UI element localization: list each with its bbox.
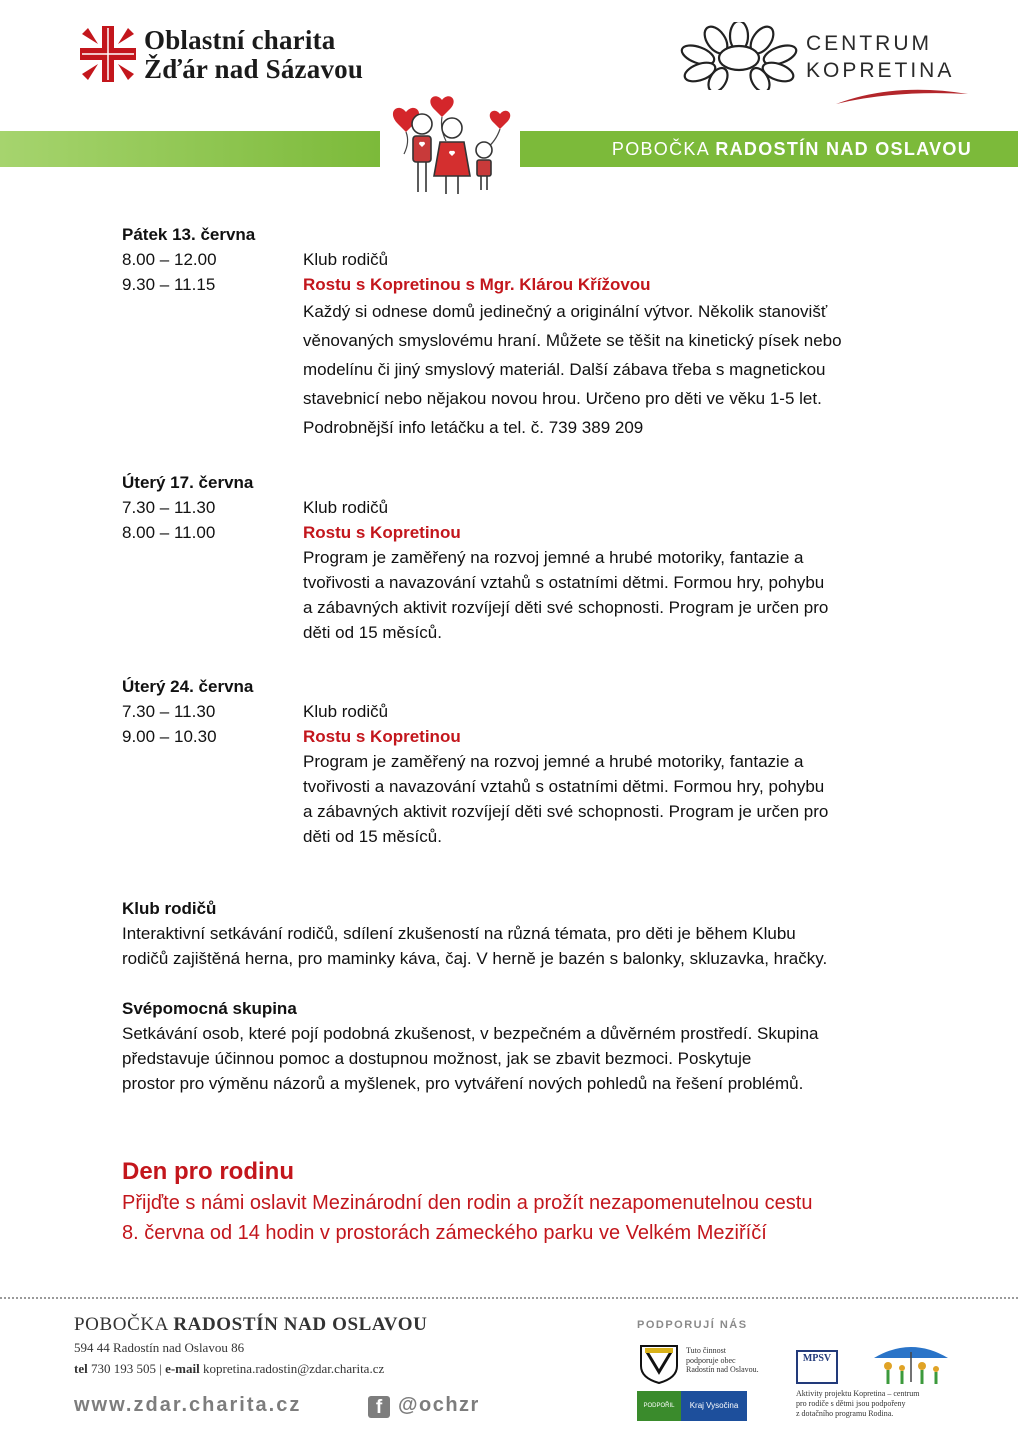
red-swoosh-icon xyxy=(834,86,970,111)
description-line: Program je zaměřený na rozvoj jemné a hrubé motoriky, fantazie a xyxy=(303,548,804,567)
description-line: děti od 15 měsíců. xyxy=(303,827,442,846)
time: 9.30 – 11.15 xyxy=(122,275,216,294)
day-title: Úterý 17. června xyxy=(122,473,254,492)
activity: Klub rodičů xyxy=(303,702,389,721)
centre-name xyxy=(806,30,954,84)
municipality-support-text xyxy=(686,1346,759,1375)
event-section xyxy=(122,1156,922,1248)
info-line: představuje účinnou pomoc a dostupnou možnost, jak se zbavit bezmoci. Poskytuje xyxy=(122,1049,752,1068)
event-line: Přijďte s námi oslavit Mezinárodní den rodin a prožít nezapomenutelnou cestu xyxy=(122,1192,813,1214)
footer-divider xyxy=(0,1297,1018,1299)
info-section xyxy=(122,896,902,1096)
centre-name-line2: KOPRETINA xyxy=(806,59,955,82)
email-link[interactable]: kopretina.radostin@zdar.charita.cz xyxy=(199,1361,385,1376)
schedule-row xyxy=(122,247,912,272)
branch-prefix: POBOČKA xyxy=(611,139,716,159)
info-line: rodičů zajištěná herna, pro maminky káva, čaj. V herně je bazén s balonky, skluzavka, hračky. xyxy=(122,949,828,968)
facebook-icon[interactable]: f xyxy=(368,1396,390,1418)
day-title: Úterý 24. června xyxy=(122,677,254,696)
project-line: z dotačního programu Rodina. xyxy=(796,1409,894,1418)
activity: Klub rodičů xyxy=(303,498,389,517)
branch-title xyxy=(612,131,972,167)
municipality-crest-icon xyxy=(637,1344,681,1389)
day-title: Pátek 13. června xyxy=(122,225,256,244)
description-line: děti od 15 měsíců. xyxy=(303,623,442,642)
caritas-logo-icon xyxy=(80,26,136,87)
family-umbrella-icon xyxy=(866,1342,956,1391)
activity-description xyxy=(303,297,912,442)
schedule-row xyxy=(122,520,912,545)
description-line: tvořivosti a navazování vztahů s ostatními dětmi. Formou hry, pohybu xyxy=(303,573,825,592)
facebook-handle[interactable]: @ochzr xyxy=(398,1394,480,1416)
mpsv-logo: MPSV xyxy=(796,1350,838,1384)
organization-name xyxy=(144,26,363,84)
email-label: e-mail xyxy=(165,1361,200,1376)
phone-link[interactable]: 730 193 505 | xyxy=(87,1361,166,1376)
municipality-line: podporuje obec xyxy=(686,1355,736,1365)
info-heading: Svépomocná skupina xyxy=(122,999,297,1018)
time: 7.30 – 11.30 xyxy=(122,498,216,517)
schedule-row xyxy=(122,724,912,749)
day-block xyxy=(122,470,912,645)
family-balloons-illustration-icon xyxy=(380,92,520,205)
footer-branch-name: RADOSTÍN NAD OSLAVOU xyxy=(173,1314,428,1335)
vysocina-name: Kraj Vysočina xyxy=(681,1391,747,1421)
project-support-text xyxy=(796,1389,966,1419)
tel-label: tel xyxy=(74,1361,88,1376)
activity-description xyxy=(303,749,912,849)
project-line: pro rodiče s dětmi jsou podpořeny xyxy=(796,1399,906,1408)
website-link[interactable]: www.zdar.charita.cz xyxy=(74,1394,302,1416)
municipality-line: Tuto činnost xyxy=(686,1346,726,1355)
footer-branch xyxy=(74,1314,427,1336)
schedule-row xyxy=(122,699,912,724)
schedule xyxy=(122,222,912,849)
day-block xyxy=(122,674,912,849)
time: 8.00 – 12.00 xyxy=(122,250,217,269)
schedule-row xyxy=(122,495,912,520)
time: 8.00 – 11.00 xyxy=(122,523,216,542)
description-line: Program je zaměřený na rozvoj jemné a hrubé motoriky, fantazie a xyxy=(303,752,804,771)
description-line: tvořivosti a navazování vztahů s ostatními dětmi. Formou hry, pohybu xyxy=(303,777,825,796)
activity: Klub rodičů xyxy=(303,250,389,269)
day-block xyxy=(122,222,912,442)
activity-highlight: Rostu s Kopretinou xyxy=(303,523,461,542)
project-line: Aktivity projektu Kopretina – centrum xyxy=(796,1389,920,1398)
footer-branch-prefix: POBOČKA xyxy=(74,1314,174,1335)
description-line: věnovaných smyslovému hraní. Můžete se těšit na kinetický písek nebo xyxy=(303,331,842,350)
info-line: Setkávání osob, které pojí podobná zkušenost, v bezpečném a důvěrném prostředí. Skupina xyxy=(122,1024,819,1043)
info-line: prostor pro výměnu názorů a myšlenek, pro vytváření nových pohledů na řešení problémů. xyxy=(122,1074,804,1093)
time: 7.30 – 11.30 xyxy=(122,702,216,721)
description-line: Každý si odnese domů jedinečný a originální výtvor. Několik stanovišť xyxy=(303,302,828,321)
org-name-line1: Oblastní charita xyxy=(144,25,336,55)
description-line: Podrobnější info letáčku a tel. č. 739 389 209 xyxy=(303,418,644,437)
activity-description xyxy=(303,545,912,645)
vysocina-support-label: PODPOŘIL xyxy=(637,1391,681,1421)
centre-name-line1: CENTRUM xyxy=(806,32,932,55)
info-heading: Klub rodičů xyxy=(122,899,217,918)
description-line: a zábavných aktivit rozvíjejí děti své schopnosti. Program je určen pro xyxy=(303,598,829,617)
schedule-row xyxy=(122,272,912,297)
municipality-line: Radostín nad Oslavou. xyxy=(686,1365,759,1374)
activity-highlight: Rostu s Kopretinou s Mgr. Klárou Křížovou xyxy=(303,275,651,294)
kraj-vysocina-logo xyxy=(637,1391,747,1421)
activity-highlight: Rostu s Kopretinou xyxy=(303,727,461,746)
footer-address: 594 44 Radostín nad Oslavou 86 xyxy=(74,1340,245,1355)
event-line: 8. června od 14 hodin v prostorách zámeckého parku ve Velkém Meziříčí xyxy=(122,1222,767,1244)
event-heading: Den pro rodinu xyxy=(122,1158,294,1185)
description-line: stavebnicí nebo nějakou novou hrou. Určeno pro děti ve věku 1-5 let. xyxy=(303,389,822,408)
info-line: Interaktivní setkávání rodičů, sdílení zkušeností na různá témata, pro děti je během Klubu xyxy=(122,924,796,943)
footer-contact xyxy=(74,1361,384,1377)
branch-name: RADOSTÍN NAD OSLAVOU xyxy=(715,139,972,159)
description-line: a zábavných aktivit rozvíjejí děti své schopnosti. Program je určen pro xyxy=(303,802,829,821)
description-line: modelínu či jiný smyslový materiál. Další zábava třeba s magnetickou xyxy=(303,360,826,379)
org-name-line2: Žďár nad Sázavou xyxy=(144,54,364,84)
supporters-heading: PODPORUJÍ NÁS xyxy=(637,1319,748,1331)
time: 9.00 – 10.30 xyxy=(122,727,217,746)
daisy-logo-icon xyxy=(676,22,802,95)
